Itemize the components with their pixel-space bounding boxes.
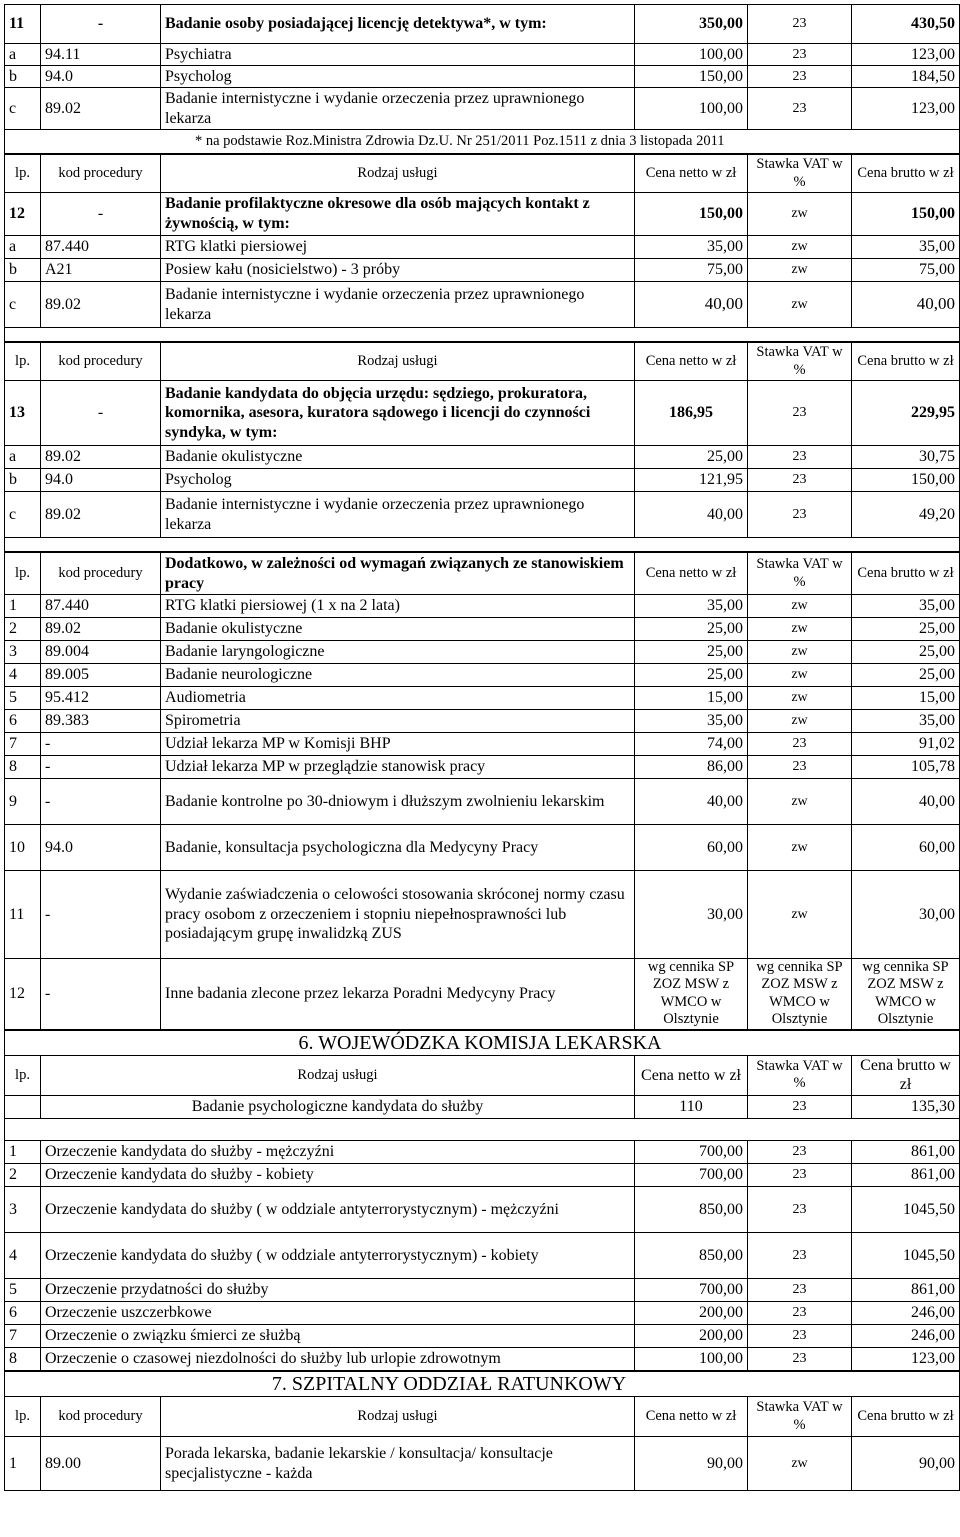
header-lp: lp. — [5, 155, 41, 193]
row-vat: zw — [748, 871, 852, 959]
row-lp: 2 — [5, 618, 41, 641]
row-lp: 8 — [5, 1347, 41, 1370]
row-name: RTG klatki piersiowej (1 x na 2 lata) — [161, 595, 635, 618]
row-lp: c — [5, 88, 41, 130]
row-brutto: 40,00 — [852, 779, 960, 825]
row-vat: zw — [748, 236, 852, 259]
row-lp: 11 — [5, 871, 41, 959]
row-lp: 11 — [5, 5, 41, 44]
header-lp: lp. — [5, 1397, 41, 1437]
row-lp: 6 — [5, 710, 41, 733]
header-brutto: Cena brutto w zł — [852, 155, 960, 193]
row-name: Psycholog — [161, 469, 635, 492]
row-vat: 23 — [748, 1163, 852, 1186]
row-lp: 13 — [5, 381, 41, 446]
row-name: Badanie internistyczne i wydanie orzeczenia przez uprawnionego lekarza — [161, 88, 635, 130]
section-title-row — [5, 1371, 960, 1396]
row-kod: 94.0 — [41, 825, 161, 871]
row-netto: 200,00 — [635, 1324, 748, 1347]
row-brutto: 35,00 — [852, 236, 960, 259]
row-brutto: 35,00 — [852, 595, 960, 618]
section-12-table — [4, 154, 960, 342]
header-netto: Cena netto w zł — [635, 1055, 748, 1095]
header-vat: Stawka VAT w % — [748, 1055, 852, 1095]
row-netto: 35,00 — [635, 710, 748, 733]
row-vat: zw — [748, 779, 852, 825]
row-netto: 75,00 — [635, 259, 748, 282]
row-brutto: 861,00 — [852, 1140, 960, 1163]
header-vat: Stawka VAT w % — [748, 553, 852, 595]
table-row — [5, 959, 960, 1030]
column-header-row — [5, 155, 960, 193]
row-brutto: 90,00 — [852, 1437, 960, 1491]
row-brutto: 15,00 — [852, 687, 960, 710]
row-name: Orzeczenie uszczerbkowe — [41, 1301, 635, 1324]
section-12-main-row — [5, 193, 960, 236]
row-lp: 1 — [5, 595, 41, 618]
header-kod: kod procedury — [41, 155, 161, 193]
table-row — [5, 259, 960, 282]
row-lp: 12 — [5, 959, 41, 1030]
row-brutto: 40,00 — [852, 282, 960, 328]
table-row — [5, 687, 960, 710]
table-row — [5, 1437, 960, 1491]
row-brutto: wg cennika SP ZOZ MSW z WMCO w Olsztynie — [852, 959, 960, 1030]
table-row — [5, 236, 960, 259]
row-name: Badanie laryngologiczne — [161, 641, 635, 664]
row-brutto: 1045,50 — [852, 1232, 960, 1278]
row-vat: 23 — [748, 1095, 852, 1118]
row-name: Badanie osoby posiadającej licencję detektywa*, w tym: — [161, 5, 635, 44]
row-kod: 94.0 — [41, 66, 161, 88]
row-kod: 89.02 — [41, 446, 161, 469]
footnote: * na podstawie Roz.Ministra Zdrowia Dz.U. Nr 251/2011 Poz.1511 z dnia 3 listopada 2011 — [5, 130, 960, 154]
row-name: Orzeczenie kandydata do służby ( w oddziale antyterrorystycznym) - mężczyźni — [41, 1186, 635, 1232]
section-11-table — [4, 4, 960, 154]
row-name: Badanie kandydata do objęcia urzędu: sędziego, prokuratora, komornika, asesora, kuratora sądowego i licencji do czynności syndyka, w tym: — [161, 381, 635, 446]
row-kod: - — [41, 5, 161, 44]
header-kod: kod procedury — [41, 553, 161, 595]
column-header-row — [5, 1397, 960, 1437]
row-kod: 89.02 — [41, 282, 161, 328]
table-row — [5, 664, 960, 687]
row-lp: 7 — [5, 1324, 41, 1347]
row-brutto: 135,30 — [852, 1095, 960, 1118]
column-header-row — [5, 1055, 960, 1095]
row-vat: 23 — [748, 733, 852, 756]
row-brutto: 150,00 — [852, 193, 960, 236]
row-name: Porada lekarska, badanie lekarskie / konsultacja/ konsultacje specjalistyczne - każda — [161, 1437, 635, 1491]
row-netto: 121,95 — [635, 469, 748, 492]
row-vat: wg cennika SP ZOZ MSW z WMCO w Olsztynie — [748, 959, 852, 1030]
row-vat: zw — [748, 618, 852, 641]
header-lp: lp. — [5, 553, 41, 595]
table-row — [5, 1232, 960, 1278]
row-netto: 15,00 — [635, 687, 748, 710]
section-6-table — [4, 1030, 960, 1371]
row-lp: 6 — [5, 1301, 41, 1324]
row-vat: 23 — [748, 5, 852, 44]
row-kod: 87.440 — [41, 236, 161, 259]
row-vat: zw — [748, 664, 852, 687]
additional-services-table — [4, 552, 960, 1030]
header-vat: Stawka VAT w % — [748, 343, 852, 381]
row-name: Wydanie zaświadczenia o celowości stosowania skróconej normy czasu pracy osobom z orzeczeniem i stopniu niepełnosprawności lub posiadającym grupę inwalidzką ZUS — [161, 871, 635, 959]
row-vat: 23 — [748, 1186, 852, 1232]
row-name: Badanie profilaktyczne okresowe dla osób mających kontakt z żywnością, w tym: — [161, 193, 635, 236]
row-vat: 23 — [748, 1232, 852, 1278]
row-kod: 89.02 — [41, 618, 161, 641]
row-vat: zw — [748, 1437, 852, 1491]
row-brutto: 25,00 — [852, 618, 960, 641]
row-kod: - — [41, 779, 161, 825]
table-row — [5, 469, 960, 492]
row-netto: 25,00 — [635, 618, 748, 641]
row-kod: A21 — [41, 259, 161, 282]
row-vat: 23 — [748, 1324, 852, 1347]
row-lp: c — [5, 282, 41, 328]
row-netto: 700,00 — [635, 1278, 748, 1301]
row-lp: 10 — [5, 825, 41, 871]
row-vat: 23 — [748, 492, 852, 538]
row-name: Badanie, konsultacja psychologiczna dla Medycyny Pracy — [161, 825, 635, 871]
row-brutto: 229,95 — [852, 381, 960, 446]
footnote-row — [5, 130, 960, 154]
row-vat: zw — [748, 710, 852, 733]
row-name: Posiew kału (nosicielstwo) - 3 próby — [161, 259, 635, 282]
row-name: Orzeczenie kandydata do służby ( w oddziale antyterrorystycznym) - kobiety — [41, 1232, 635, 1278]
row-name: Audiometria — [161, 687, 635, 710]
row-brutto: 49,20 — [852, 492, 960, 538]
row-lp: 1 — [5, 1140, 41, 1163]
row-lp: 9 — [5, 779, 41, 825]
header-lp: lp. — [5, 343, 41, 381]
row-kod: - — [41, 193, 161, 236]
row-netto: 60,00 — [635, 825, 748, 871]
row-vat: zw — [748, 687, 852, 710]
row-kod: 89.02 — [41, 492, 161, 538]
row-netto: 35,00 — [635, 595, 748, 618]
row-netto: 100,00 — [635, 88, 748, 130]
row-netto: wg cennika SP ZOZ MSW z WMCO w Olsztynie — [635, 959, 748, 1030]
row-brutto: 75,00 — [852, 259, 960, 282]
additional-title: Dodatkowo, w zależności od wymagań związanych ze stanowiskiem pracy — [161, 553, 635, 595]
row-netto: 90,00 — [635, 1437, 748, 1491]
section-13-table — [4, 342, 960, 552]
section-7-title: 7. SZPITALNY ODDZIAŁ RATUNKOWY — [5, 1371, 960, 1396]
table-row — [5, 710, 960, 733]
row-netto: 25,00 — [635, 641, 748, 664]
row-vat: 23 — [748, 1278, 852, 1301]
table-row — [5, 1186, 960, 1232]
table-row — [5, 871, 960, 959]
header-vat: Stawka VAT w % — [748, 155, 852, 193]
row-vat: zw — [748, 259, 852, 282]
row-kod: 94.0 — [41, 469, 161, 492]
row-vat: 23 — [748, 66, 852, 88]
row-name: RTG klatki piersiowej — [161, 236, 635, 259]
row-netto: 200,00 — [635, 1301, 748, 1324]
row-vat: 23 — [748, 446, 852, 469]
header-rodzaj: Rodzaj usługi — [161, 155, 635, 193]
row-kod: 89.383 — [41, 710, 161, 733]
row-netto: 40,00 — [635, 779, 748, 825]
row-vat: 23 — [748, 756, 852, 779]
row-netto: 150,00 — [635, 66, 748, 88]
section-13-main-row — [5, 381, 960, 446]
row-kod: 89.004 — [41, 641, 161, 664]
row-netto: 25,00 — [635, 446, 748, 469]
row-brutto: 123,00 — [852, 88, 960, 130]
row-name: Orzeczenie przydatności do służby — [41, 1278, 635, 1301]
row-brutto: 30,00 — [852, 871, 960, 959]
section-7-table — [4, 1371, 960, 1491]
header-kod: kod procedury — [41, 343, 161, 381]
row-name: Badanie psychologiczne kandydata do służby — [41, 1095, 635, 1118]
row-netto: 35,00 — [635, 236, 748, 259]
row-name: Orzeczenie o czasowej niezdolności do służby lub urlopie zdrowotnym — [41, 1347, 635, 1370]
row-brutto: 184,50 — [852, 66, 960, 88]
header-brutto: Cena brutto w zł — [852, 1055, 960, 1095]
spacer-row — [5, 328, 960, 342]
row-name: Psycholog — [161, 66, 635, 88]
table-row — [5, 641, 960, 664]
row-netto: 25,00 — [635, 664, 748, 687]
row-name: Badanie neurologiczne — [161, 664, 635, 687]
header-netto: Cena netto w zł — [635, 343, 748, 381]
row-vat: 23 — [748, 88, 852, 130]
row-kod: 87.440 — [41, 595, 161, 618]
row-lp: 3 — [5, 1186, 41, 1232]
row-name: Badanie okulistyczne — [161, 446, 635, 469]
row-brutto: 60,00 — [852, 825, 960, 871]
row-brutto: 25,00 — [852, 641, 960, 664]
row-lp: 5 — [5, 687, 41, 710]
header-netto: Cena netto w zł — [635, 155, 748, 193]
table-row — [5, 1278, 960, 1301]
table-row — [5, 756, 960, 779]
row-kod: - — [41, 756, 161, 779]
column-header-row — [5, 343, 960, 381]
row-kod: 95.412 — [41, 687, 161, 710]
row-lp: 2 — [5, 1163, 41, 1186]
row-lp: 4 — [5, 664, 41, 687]
table-row — [5, 1140, 960, 1163]
row-vat: zw — [748, 282, 852, 328]
table-row — [5, 1163, 960, 1186]
row-brutto: 25,00 — [852, 664, 960, 687]
row-brutto: 123,00 — [852, 44, 960, 66]
row-vat: 23 — [748, 1140, 852, 1163]
header-netto: Cena netto w zł — [635, 553, 748, 595]
row-kod: - — [41, 871, 161, 959]
row-brutto: 35,00 — [852, 710, 960, 733]
row-netto: 74,00 — [635, 733, 748, 756]
row-lp: 5 — [5, 1278, 41, 1301]
spacer-row — [5, 1118, 960, 1140]
row-kod: - — [41, 959, 161, 1030]
table-row — [5, 492, 960, 538]
row-brutto: 91,02 — [852, 733, 960, 756]
row-brutto: 246,00 — [852, 1324, 960, 1347]
table-row — [5, 618, 960, 641]
row-netto: 150,00 — [635, 193, 748, 236]
table-row — [5, 1095, 960, 1118]
row-netto: 110 — [635, 1095, 748, 1118]
row-name: Orzeczenie kandydata do służby - kobiety — [41, 1163, 635, 1186]
row-netto: 30,00 — [635, 871, 748, 959]
row-netto: 186,95 — [635, 381, 748, 446]
row-vat: zw — [748, 825, 852, 871]
row-lp: b — [5, 66, 41, 88]
header-rodzaj: Rodzaj usługi — [161, 343, 635, 381]
row-lp: 3 — [5, 641, 41, 664]
row-lp: c — [5, 492, 41, 538]
row-brutto: 30,75 — [852, 446, 960, 469]
row-lp: 4 — [5, 1232, 41, 1278]
section-6-title: 6. WOJEWÓDZKA KOMISJA LEKARSKA — [5, 1030, 960, 1055]
row-name: Udział lekarza MP w przeglądzie stanowisk pracy — [161, 756, 635, 779]
price-list-sheet — [4, 4, 959, 1491]
row-netto: 700,00 — [635, 1163, 748, 1186]
row-netto: 850,00 — [635, 1232, 748, 1278]
row-name: Badanie okulistyczne — [161, 618, 635, 641]
row-vat: 23 — [748, 469, 852, 492]
row-name: Badanie internistyczne i wydanie orzeczenia przez uprawnionego lekarza — [161, 492, 635, 538]
row-netto: 40,00 — [635, 492, 748, 538]
row-brutto: 861,00 — [852, 1278, 960, 1301]
header-kod: kod procedury — [41, 1397, 161, 1437]
table-row — [5, 825, 960, 871]
row-kod: - — [41, 733, 161, 756]
row-netto: 850,00 — [635, 1186, 748, 1232]
row-vat: 23 — [748, 381, 852, 446]
row-name: Orzeczenie o związku śmierci ze służbą — [41, 1324, 635, 1347]
section-11-main-row — [5, 5, 960, 44]
table-row — [5, 779, 960, 825]
table-row — [5, 88, 960, 130]
table-row — [5, 1347, 960, 1370]
row-vat: zw — [748, 641, 852, 664]
table-row — [5, 1324, 960, 1347]
row-netto: 700,00 — [635, 1140, 748, 1163]
row-vat: zw — [748, 193, 852, 236]
header-netto: Cena netto w zł — [635, 1397, 748, 1437]
row-kod: 89.005 — [41, 664, 161, 687]
row-name: Udział lekarza MP w Komisji BHP — [161, 733, 635, 756]
table-row — [5, 44, 960, 66]
row-name: Spirometria — [161, 710, 635, 733]
row-name: Badanie kontrolne po 30-dniowym i dłuższym zwolnieniu lekarskim — [161, 779, 635, 825]
header-brutto: Cena brutto w zł — [852, 553, 960, 595]
row-brutto: 105,78 — [852, 756, 960, 779]
row-netto: 86,00 — [635, 756, 748, 779]
row-lp: b — [5, 469, 41, 492]
row-vat: 23 — [748, 44, 852, 66]
row-kod: - — [41, 381, 161, 446]
row-brutto: 246,00 — [852, 1301, 960, 1324]
row-lp: 12 — [5, 193, 41, 236]
row-netto: 100,00 — [635, 44, 748, 66]
header-rodzaj: Rodzaj usługi — [161, 1397, 635, 1437]
header-rodzaj: Rodzaj usługi — [41, 1055, 635, 1095]
row-lp: 1 — [5, 1437, 41, 1491]
table-row — [5, 595, 960, 618]
table-row — [5, 733, 960, 756]
row-lp: 7 — [5, 733, 41, 756]
row-name: Orzeczenie kandydata do służby - mężczyźni — [41, 1140, 635, 1163]
section-title-row — [5, 1030, 960, 1055]
column-header-row — [5, 553, 960, 595]
header-brutto: Cena brutto w zł — [852, 1397, 960, 1437]
row-netto: 40,00 — [635, 282, 748, 328]
table-row — [5, 66, 960, 88]
row-lp: 8 — [5, 756, 41, 779]
row-lp: a — [5, 236, 41, 259]
header-vat: Stawka VAT w % — [748, 1397, 852, 1437]
row-name: Badanie internistyczne i wydanie orzeczenia przez uprawnionego lekarza — [161, 282, 635, 328]
row-lp: a — [5, 446, 41, 469]
row-brutto: 861,00 — [852, 1163, 960, 1186]
row-lp: a — [5, 44, 41, 66]
row-kod: 94.11 — [41, 44, 161, 66]
row-brutto: 123,00 — [852, 1347, 960, 1370]
header-brutto: Cena brutto w zł — [852, 343, 960, 381]
row-brutto: 430,50 — [852, 5, 960, 44]
row-vat: zw — [748, 595, 852, 618]
table-row — [5, 282, 960, 328]
row-kod: 89.00 — [41, 1437, 161, 1491]
table-row — [5, 1301, 960, 1324]
row-lp: b — [5, 259, 41, 282]
table-row — [5, 446, 960, 469]
row-netto: 350,00 — [635, 5, 748, 44]
row-brutto: 1045,50 — [852, 1186, 960, 1232]
row-vat: 23 — [748, 1347, 852, 1370]
header-lp: lp. — [5, 1055, 41, 1095]
row-name: Inne badania zlecone przez lekarza Poradni Medycyny Pracy — [161, 959, 635, 1030]
empty-cell — [5, 1095, 41, 1118]
row-name: Psychiatra — [161, 44, 635, 66]
row-kod: 89.02 — [41, 88, 161, 130]
row-brutto: 150,00 — [852, 469, 960, 492]
spacer-row — [5, 538, 960, 552]
row-netto: 100,00 — [635, 1347, 748, 1370]
row-vat: 23 — [748, 1301, 852, 1324]
